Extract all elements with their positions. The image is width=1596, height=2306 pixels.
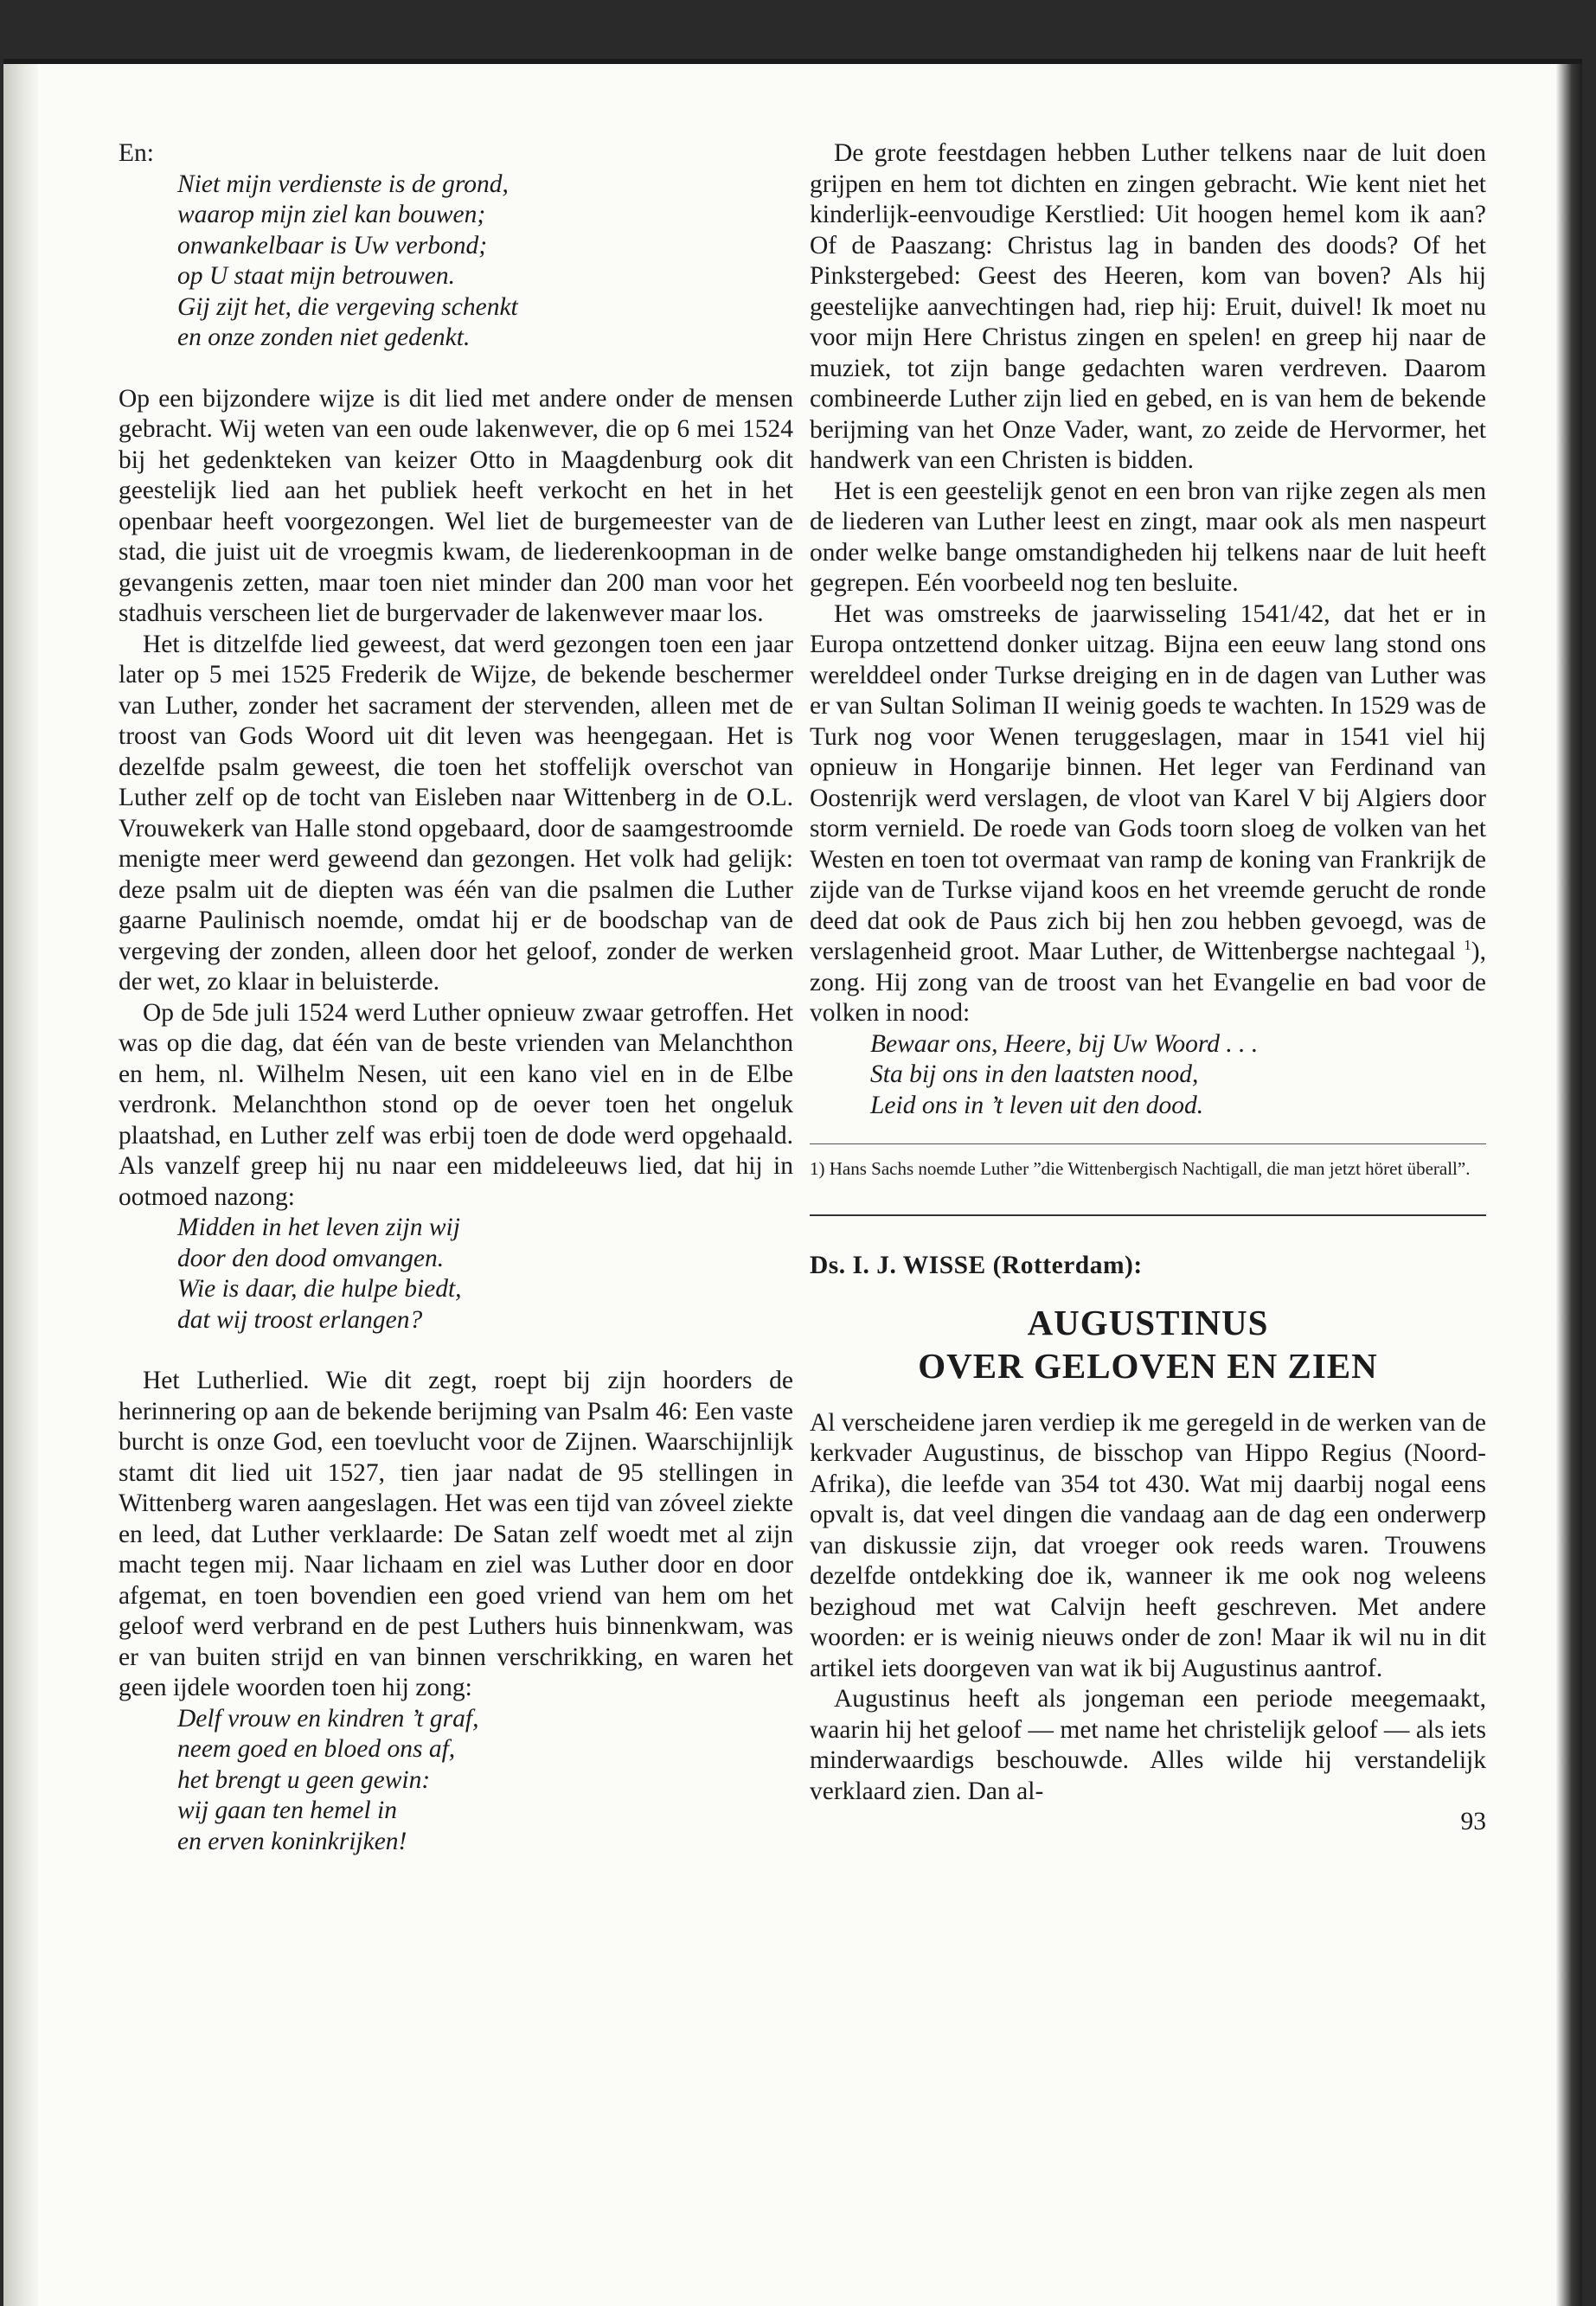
verse-line: door den dood omvangen. [177,1244,445,1272]
verse-line: waarop mijn ziel kan bouwen; [177,201,486,228]
verse-line: het brengt u geen gewin: [177,1765,431,1794]
verse-stanza [177,170,793,354]
verse-line: Wie is daar, die hulpe biedt, [177,1275,462,1303]
article-author: Ds. I. J. WISSE (Rotterdam): [810,1252,1143,1279]
footnote-marker: 1 [1464,937,1471,954]
article-title [810,1301,1486,1387]
page-binding-shadow [3,64,38,2306]
verse-stanza [870,1029,1486,1122]
verse-line: en erven koninkrijken! [177,1827,407,1855]
verse-line: en onze zonden niet gedenkt. [177,323,471,351]
paragraph: Op de 5de juli 1524 werd Luther opnieuw zwaar getroffen. Het was op die dag, dat één van de beste vrienden van Melanchthon en hem, nl. Wilhelm Nesen, uit een kano viel en in de Elbe verdronk. Melanchthon stond op de oever toen het ongeluk plaatshad, en Luther zelf was erbij toen de dode werd opgehaald. Als vanzelf greep hij nu naar een middeleeuws lied, dat hij in ootmoed nazong: [119,998,793,1211]
magazine-page [3,59,1582,2306]
page-number: 93 [1460,1808,1486,1835]
intro-text: En: [119,139,154,167]
verse-line: Delf vrouw en kindren ’t graf, [177,1704,479,1733]
paragraph: Het is ditzelfde lied geweest, dat werd gezongen toen een jaar later op 5 mei 1525 Frederik de Wijze, de bekende beschermer van Luther, zonder het sacrament der stervenden, alleen met de troost van Gods Woord uit dit leven was heengegaan. Het is dezelfde psalm geweest, die toen het stoffelijk overschot van Luther zelf op de tocht van Eisleben naar Wittenberg in de O.L. Vrouwekerk van Halle stond opgebaard, door de saamgestroomde menigte meer werd geweend dan gezongen. Het volk had gelijk: deze psalm uit de diepten was één van die psalmen die Luther gaarne Paulinisch noemde, omdat hij er de boodschap van de vergeving der zonden, alleen door het geloof, zonder de werken der wet, zo klaar in beluisterde. [119,630,793,996]
paragraph: Het is een geestelijk genot en een bron van rijke zegen als men de liederen van Luther leest en zingt, maar ook als men naspeurt onder welke bange omstandigheden hij telkens naar de luit heeft gegrepen. Eén voorbeeld nog ten besluite. [810,477,1486,597]
paragraph-text: Het was omstreeks de jaarwisseling 1541/42, dat het er in Europa ontzettend donker uitzag. Bijna een eeuw lang stond ons werelddeel onder Turkse dreiging en in de dagen van Luther was er van Sultan Soliman II weinig goeds te wachten. In 1529 was de Turk nog voor Wenen teruggeslagen, maar in 1541 viel hij opnieuw in Hongarije binnen. Het leger van Ferdinand van Oostenrijk werd verslagen, de vloot van Karel V bij Algiers door storm vernield. De roede van Gods toorn sloeg de volken van het Westen en toen tot overmaat van ramp de koning van Frankrijk de zijde van de Turkse vijand koos en het vreemde gerucht de ronde deed dat ook de Paus zich bij hen zou hebben gevoegd, was de verslagenheid groot. Maar Luther, de Wittenbergse nachtegaal [810,599,1486,965]
verse-stanza [177,1213,793,1336]
paragraph-text: ), zong. Hij zong van de troost van het Evangelie en bad voor de volken in nood: [810,938,1486,1027]
verse-line: Midden in het leven zijn wij [177,1214,460,1241]
verse-line: op U staat mijn betrouwen. [177,262,455,290]
footnote: 1) Hans Sachs noemde Luther ”die Wittenbergisch Nachtigall, die man jetzt höret überall”. [810,1143,1486,1183]
verse-line: Niet mijn verdienste is de grond, [177,170,509,198]
paragraph: Augustinus heeft als jongeman een periode meegemaakt, waarin hij het geloof — met name het christelijk geloof — als iets minderwaardigs beschouwde. Alles wilde hij verstandelijk verklaard zien. Dan al- [810,1685,1486,1805]
paragraph [810,599,1486,1029]
paragraph: Al verscheidene jaren verdiep ik me geregeld in de werken van de kerkvader Augustinus, de bisschop van Hippo Regius (Noord-Afrika), die leefde van 354 tot 430. Wat mij daarbij nogal eens opvalt is, dat veel dingen die vandaag aan de dag een onderwerp van diskussie zijn, dat vroeger ook reeds waren. Trouwens dezelfde ontdekking doe ik, wanneer ik me ook nog weleens bezighoud met wat Calvijn heeft geschreven. Met andere woorden: er is weinig nieuws onder de zon! Maar ik wil nu in dit artikel iets doorgeven van wat ik bij Augustinus aantrof. [810,1408,1486,1682]
paragraph: De grote feestdagen hebben Luther telkens naar de luit doen grijpen en hem tot dichten en zingen gebracht. Wie kent niet het kinderlijk-eenvoudige Kerstlied: Uit hoogen hemel kom ik aan? Of de Paaszang: Christus lag in banden des doods? Of het Pinkstergebed: Geest des Heeren, kom van boven? Als hij geestelijke aanvechtingen had, riep hij: Eruit, duivel! Ik moet nu voor mijn Here Christus zingen en spelen! en greep hij naar de muziek, tot zijn bange gedachten waren verdreven. Daarom combineerde Luther zijn lied en gebed, en is van hem de bekende berijming van het Onze Vader, want, zo zeide de Hervormer, het handwerk van een Christen is bidden. [810,139,1486,474]
paragraph: Op een bijzondere wijze is dit lied met andere onder de mensen gebracht. Wij weten van een oude lakenwever, die op 6 mei 1524 bij het gedenkteken van keizer Otto in Maagdenburg ook dit geestelijk lied aan het publiek heeft verkocht en het in het openbaar heeft voorgezongen. Wel liet de burgemeester van de stad, die juist uit de vroegmis kwam, de liederenkoopman in de gevangenis zetten, maar toen niet minder dan 200 man voor het stadhuis verscheen liet de burgervader de lakenwever maar los. [119,384,793,627]
verse-line: Gij zijt het, die vergeving schenkt [177,292,518,321]
title-line: AUGUSTINUS [1027,1302,1269,1342]
verse-line: onwankelbaar is Uw verbond; [177,231,488,259]
title-line: OVER GELOVEN EN ZIEN [918,1345,1378,1386]
left-column [119,138,793,1857]
verse-line: neem goed en bloed ons af, [177,1735,456,1763]
verse-line: dat wij troost erlangen? [177,1305,423,1334]
section-divider [810,1214,1486,1216]
verse-line: Sta bij ons in den laatsten nood, [870,1060,1199,1088]
verse-line: wij gaan ten hemel in [177,1797,397,1824]
page-edge-shadow [1556,64,1582,2306]
paragraph: Het Lutherlied. Wie dit zegt, roept bij zijn hoorders de herinnering op aan de bekende berijming van Psalm 46: Een vaste burcht is onze God, een toevlucht voor de Zijnen. Waarschijnlijk stamt dit lied uit 1527, tien jaar nadat de 95 stellingen in Wittenberg waren aangeslagen. Het was een tijd van zóveel ziekte en leed, dat Luther verklaarde: De Satan zelf woedt met al zijn macht tegen mij. Naar lichaam en ziel was Luther door en door afgemat, en toen bovendien een goed vriend van hem om het geloof werd verbrand en de pest Luthers huis binnenkwam, was er van buiten strijd en van binnen verschrikking, en waren het geen ijdele woorden toen hij zong: [119,1367,793,1701]
verse-line: Bewaar ons, Heere, bij Uw Woord . . . [870,1029,1259,1058]
right-column [810,138,1486,1838]
verse-stanza [177,1704,793,1858]
verse-line: Leid ons in ’t leven uit den dood. [870,1091,1204,1119]
